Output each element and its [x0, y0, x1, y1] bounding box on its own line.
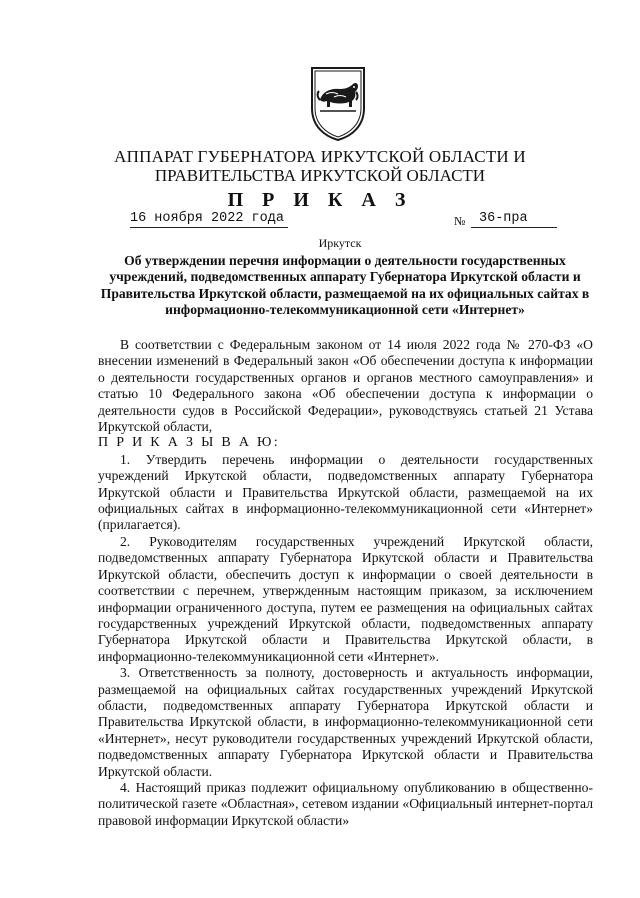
- number-label: №: [454, 214, 466, 228]
- clause-2: 2. Руководителям государственных учреждений Иркутской области, подведомственных аппарату Губернатора Иркутской области и Правительства Иркутской области, обеспечить доступ к информации о своей деятельности в соответствии с перечнем, утвержденным настоящим приказом, за исключением информации ограниченного доступа, путем ее размещения на официальных сайтах государственных учреждений Иркутской области, подведомственных аппарату Губернатора Иркутской области и Правительства Иркутской области, в информационно-телекоммуникационной сети «Интернет».: [98, 533, 593, 664]
- document-type: П Р И К А З: [227, 189, 413, 211]
- clause-4: 4. Настоящий приказ подлежит официальному опубликованию в общественно-политической газете «Областная», сетевом издании «Официальный интернет-портал правовой информации Иркутской области»: [98, 779, 593, 828]
- document-body: [98, 337, 593, 829]
- command-word: П Р И К А З Ы В А Ю:: [98, 435, 280, 451]
- clause-3: 3. Ответственность за полноту, достоверность и актуальность информации, размещаемой на официальных сайтах государственных учреждений Иркутской области, подведомственных аппарату Губернатора Иркутской области и Правительства Иркутской области, в информационно-телекоммуникационной сети «Интернет», несут руководители государственных учреждений Иркутской области, подведомственных аппарату Губернатора Иркутской области и Правительства Иркутской области.: [98, 665, 593, 779]
- document-number: 36-пра: [471, 211, 557, 228]
- irkutsk-coat-of-arms-icon: [308, 64, 368, 142]
- document-date: 16 ноября 2022 года: [130, 211, 288, 228]
- city-name: Иркутск: [318, 236, 362, 250]
- org-name-line1: АППАРАТ ГУБЕРНАТОРА ИРКУТСКОЙ ОБЛАСТИ И: [114, 147, 526, 166]
- document-title: Об утверждении перечня информации о деятельности государственных учреждений, подведомственных аппарату Губернатора Иркутской области и Правительства Иркутской области, размещаемой на их официальных сайтах в информационно-телекоммуникационной сети «Интернет»: [100, 253, 590, 318]
- preamble-paragraph: В соответствии с Федеральным законом от 14 июля 2022 года № 270-ФЗ «О внесении изменений в Федеральный закон «Об обеспечении доступа к информации о деятельности государственных органов и органов местного самоуправления» и статью 10 Федерального закона «Об обеспечении доступа к информации о деятельности судов в Российской Федерации», руководствуясь статьей 21 Устава Иркутской области,: [98, 337, 593, 435]
- org-name-line2: ПРАВИТЕЛЬСТВА ИРКУТСКОЙ ОБЛАСТИ: [154, 166, 486, 185]
- clause-1: 1. Утвердить перечень информации о деятельности государственных учреждений Иркутской области, подведомственных аппарату Губернатора Иркутской области и Правительства Иркутской области, размещаемой на их официальных сайтах в информационно-телекоммуникационной сети «Интернет» (прилагается).: [98, 451, 593, 533]
